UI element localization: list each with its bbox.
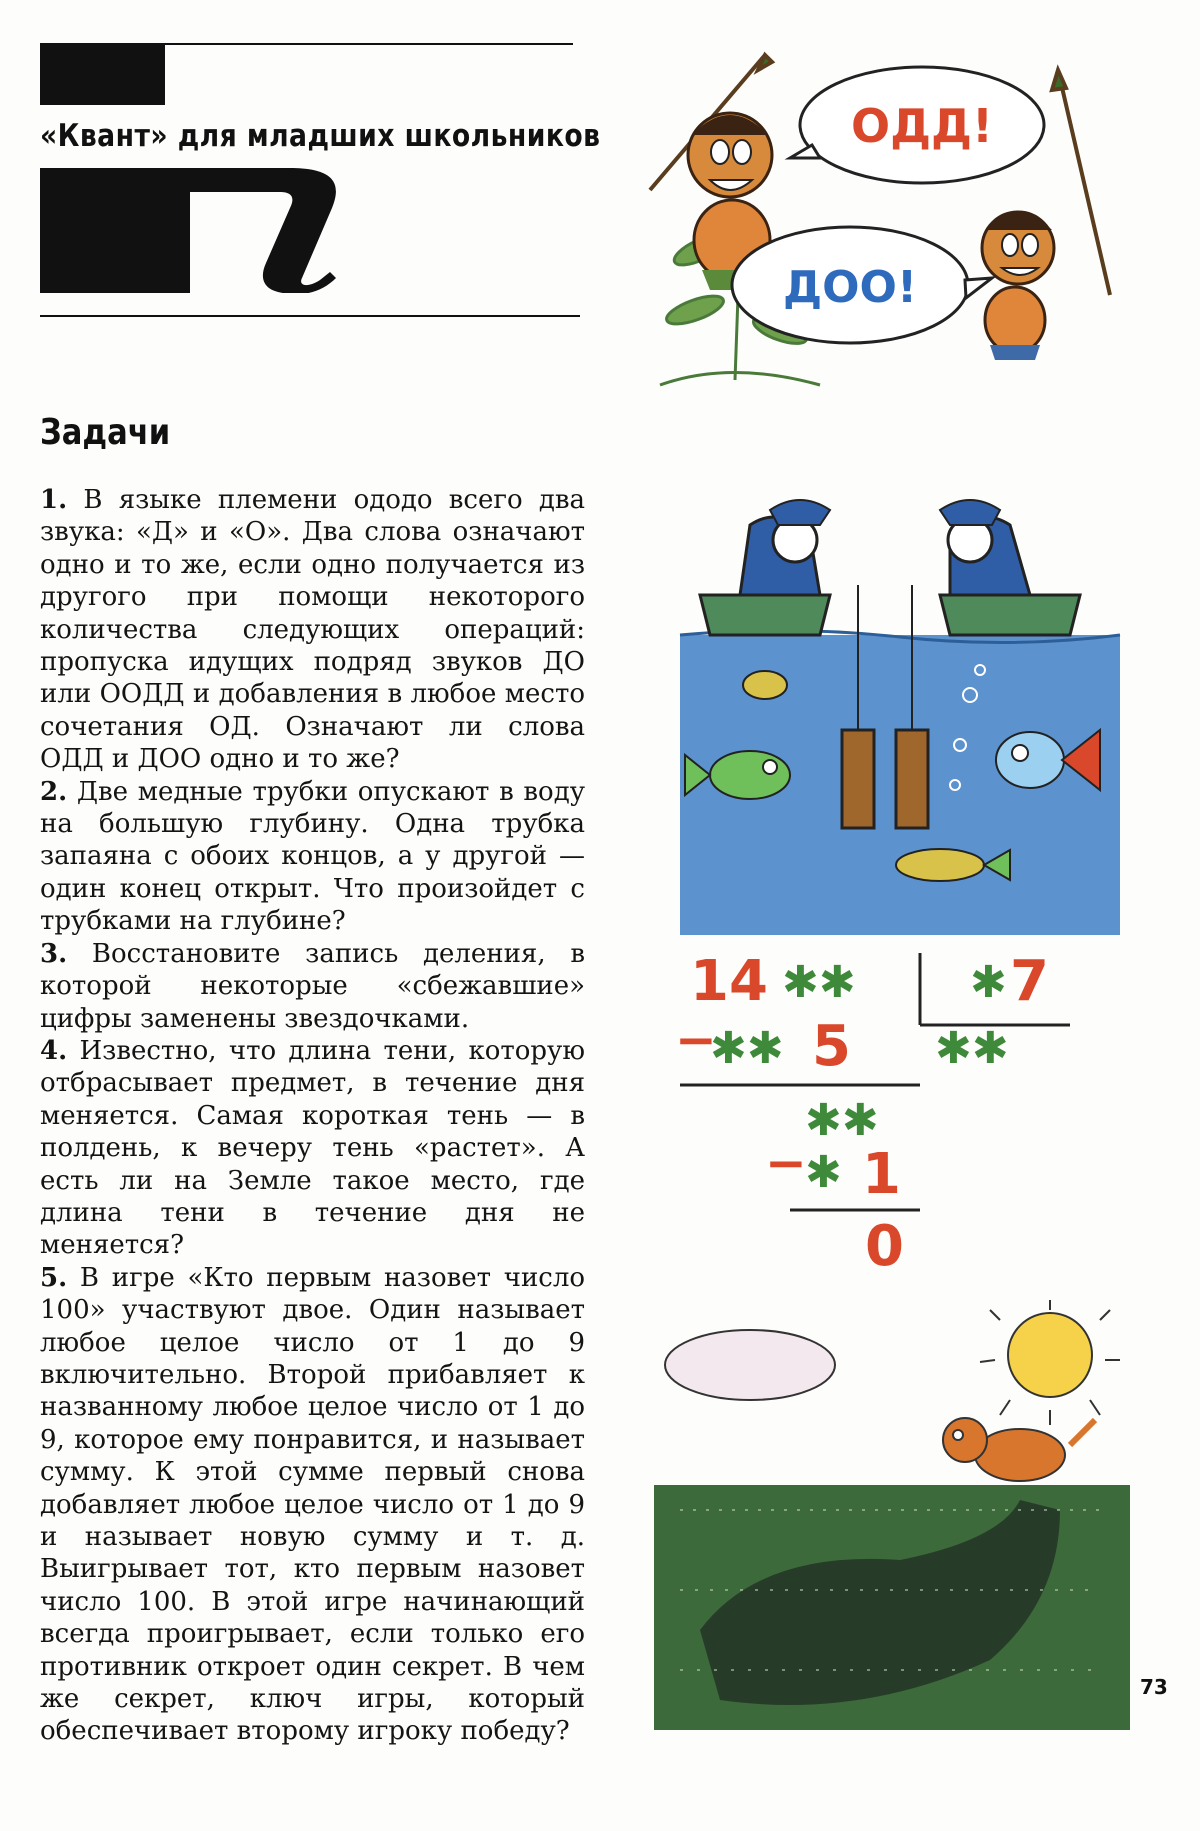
tube-open-icon [896, 730, 928, 828]
problem-number: 4. [40, 1035, 68, 1066]
problem-text: В языке племени ододо всего два звука: «Д» и «О». Два слова означают одно и то же, если одно получается из другого при помощи некоторого количества следующих операций: пропуска идущих подряд звуков ДО или ООДД и добавления в любое место сочетания ОД. Означают ли слова ОДД и ДОО одно и то же? [40, 485, 585, 775]
final-remainder: 0 [865, 1214, 904, 1275]
subtrahend-2-star: ✱ [805, 1147, 842, 1198]
minus-sign-2: − [765, 1134, 807, 1192]
remainder-1-stars: ✱✱ [805, 1095, 879, 1146]
problem-text: В игре «Кто первым назовет число 100» участвуют двое. Один называет любое целое число от 1 до 9 включительно. Второй прибавляет к названному любое целое число от 1 до 9, которое ему понравится, и называет сумму. К этой сумме первый снова добавляет любое целое число от 1 до 9 и называет новую сумму и т. д. Выигрывает тот, кто первым назовет число 100. В этой игре начинающий всегда проигрывает, если только его противник откроет один секрет. В чем же секрет, ключ игры, который обеспечивает второму игроку победу? [40, 1262, 586, 1747]
dividend-stars: ✱✱ [782, 957, 856, 1008]
problems-list [40, 484, 585, 1748]
dividend-digits: 14 [690, 949, 768, 1014]
divisor-digit: 7 [1010, 949, 1049, 1014]
problem-text: Две медные трубки опускают в воду на большую глубину. Одна трубка запаяна с обоих концов, а у другой — один конец открыт. Что произойдет с трубками на глубине? [40, 776, 586, 937]
subtrahend-1-digit: 5 [812, 1014, 851, 1079]
section-title: Задачи [40, 412, 171, 453]
division-puzzle [670, 945, 1090, 1275]
speech-bubble-1 [790, 67, 1044, 183]
problem-number: 3. [40, 938, 68, 969]
problem-number: 1. [40, 485, 68, 515]
dog-icon [943, 1418, 1095, 1481]
problem-text: Восстановите запись деления, в которой некоторые «сбежавшие» цифры заменены звездочками. [40, 938, 585, 1034]
problem-number: 2. [40, 776, 68, 807]
header-title: «Квант» для младших школьников [40, 118, 601, 154]
problem-text: Известно, что длина тени, которую отбрасывает предмет, в течение дня меняется. Самая короткая тень — в полдень, к вечеру тень «растет». А есть ли на Земле такое место, где длина тени в течение дня не меняется? [40, 1035, 585, 1261]
problem-4 [40, 1035, 585, 1262]
boat-right-icon [940, 500, 1080, 635]
problem-3 [40, 938, 585, 1035]
subtrahend-2-digit: 1 [862, 1142, 901, 1207]
tube-closed-icon [842, 730, 874, 828]
speech-bubble-2-text: ДОО! [782, 262, 918, 313]
problem-number: 5. [40, 1262, 68, 1293]
tubes-underwater-illustration [670, 485, 1130, 945]
cloud-icon [665, 1330, 835, 1400]
logo-bar [40, 45, 165, 105]
shadow-illustration [640, 1300, 1140, 1730]
tribesman-right-icon [982, 212, 1054, 360]
speech-bubble-2 [732, 227, 992, 343]
problem-5 [40, 1262, 585, 1748]
page-number: 73 [1140, 1675, 1168, 1699]
subtrahend-1-stars: ✱✱ [710, 1023, 784, 1074]
tribesmen-illustration [640, 40, 1130, 400]
boat-left-icon [700, 500, 830, 635]
logo-letter-p-icon [40, 168, 350, 293]
quotient-stars: ✱✱ [935, 1023, 1009, 1074]
problem-1 [40, 484, 585, 776]
header-rule-bottom [40, 315, 580, 317]
divisor-star: ✱ [970, 957, 1007, 1008]
sun-icon [980, 1300, 1120, 1425]
minus-sign-1: − [675, 1011, 717, 1069]
problem-2 [40, 776, 585, 938]
speech-bubble-1-text: ОДД! [850, 99, 994, 153]
